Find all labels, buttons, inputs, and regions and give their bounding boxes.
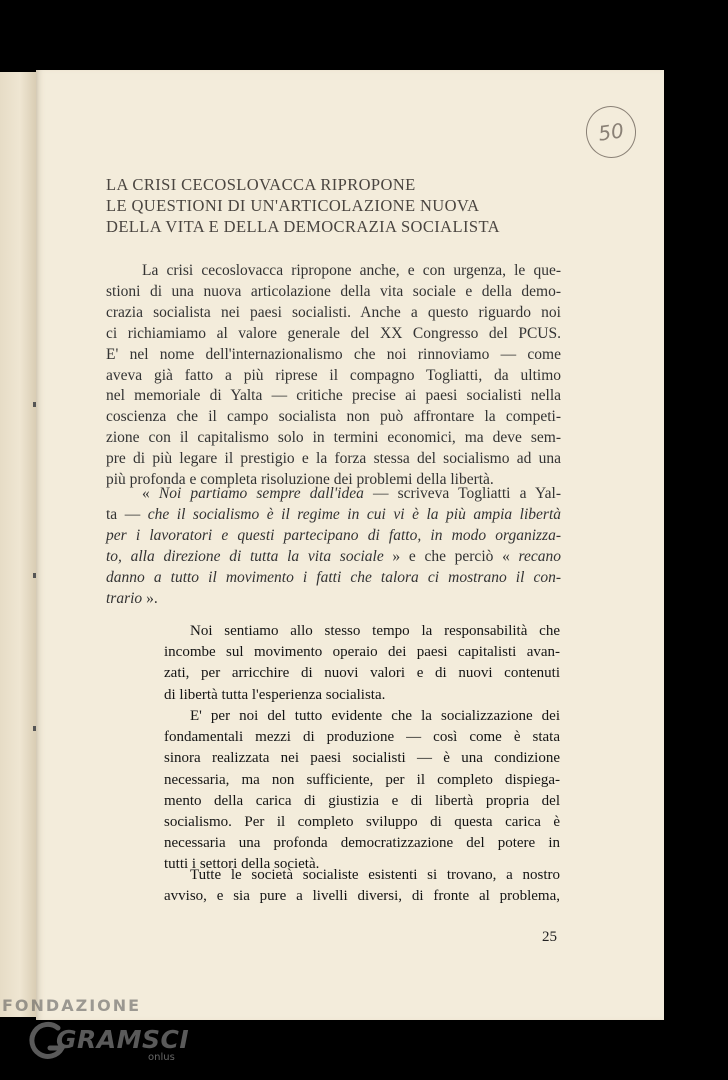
text-line: E' nel nome dell'internazionalismo che noi rinnoviamo — come bbox=[106, 345, 561, 363]
binding-mark bbox=[33, 402, 36, 407]
text-line: to, alla direzione di tutta la vita sociale » e che perciò « recano bbox=[106, 547, 561, 565]
text-line: avviso, e sia pure a livelli diversi, di fronte al problema, bbox=[164, 888, 560, 905]
text-line: La crisi cecoslovacca ripropone anche, e con urgenza, le que- bbox=[142, 262, 561, 279]
paragraph-quote bbox=[106, 484, 561, 609]
text-line: Noi sentiamo allo stesso tempo la responsabilità che bbox=[190, 623, 560, 639]
text-line: ta — che il socialismo è il regime in cui vi è la più ampia libertà bbox=[106, 505, 562, 523]
text-line: mento della carica di giustizia e di libertà propria del bbox=[164, 792, 560, 809]
text-line: di libertà tutta l'esperienza socialista. bbox=[164, 686, 386, 703]
text-line: Tutte le società socialiste esistenti si trovano, a nostro bbox=[190, 867, 560, 883]
text-line: crazia socialista nei paesi socialisti. Anche a questo riguardo noi bbox=[106, 303, 561, 321]
paragraph-intro bbox=[106, 261, 561, 491]
text-line: pre di più legare il prestigio e la forza stessa del socialismo ad una bbox=[106, 450, 561, 468]
text-line: E' per noi del tutto evidente che la socializzazione dei bbox=[190, 708, 560, 724]
text-line: necessaria, ma non sufficiente, per il completo dispiega- bbox=[164, 771, 560, 788]
section-title bbox=[106, 174, 566, 237]
text-line: trario ». bbox=[106, 589, 158, 607]
title-line: LE QUESTIONI DI UN'ARTICOLAZIONE NUOVA bbox=[106, 196, 480, 215]
text-line: incombe sul movimento operaio dei paesi capitalisti avan- bbox=[164, 644, 560, 661]
watermark-logo bbox=[0, 990, 200, 1080]
watermark-main-text: GRAMSCI bbox=[56, 1025, 190, 1054]
text-line: ci richiamiamo al valore generale del XX Congresso del PCUS. bbox=[106, 324, 561, 342]
text-line: fondamentali mezzi di produzione — così come è stata bbox=[164, 729, 560, 746]
text-line: necessaria una profonda democratizzazione del potere in bbox=[164, 835, 560, 852]
text-line: per i lavoratori e questi partecipano di fatto, in modo organizza- bbox=[106, 526, 561, 544]
indented-paragraph bbox=[164, 621, 560, 706]
watermark-top-text: FONDAZIONE bbox=[2, 996, 142, 1015]
text-line: sinora realizzata nei paesi socialisti — è una condizione bbox=[164, 750, 560, 767]
binding-mark bbox=[33, 726, 36, 731]
indented-paragraph bbox=[164, 706, 560, 876]
text-line: stioni di una nuova articolazione della vita sociale e della demo- bbox=[106, 282, 561, 300]
text-line: zione con il capitalismo solo in termini economici, ma deve sem- bbox=[106, 429, 561, 447]
text-line: tutti i settori della società. bbox=[164, 856, 320, 873]
text-line: nel memoriale di Yalta — critiche precise ai paesi socialisti nella bbox=[106, 387, 561, 405]
page-number: 25 bbox=[542, 929, 557, 945]
text-line: danno a tutto il movimento i fatti che talora ci mostrano il con- bbox=[106, 568, 561, 586]
text-line: più profonda e completa risoluzione dei problemi della libertà. bbox=[106, 471, 494, 489]
previous-page-edge bbox=[0, 72, 36, 1017]
text-line: « Noi partiamo sempre dall'idea — scriveva Togliatti a Yal- bbox=[142, 485, 562, 502]
text-line: zati, per arricchire di nuovi valori e di nuovi contenuti bbox=[164, 665, 560, 682]
binding-mark bbox=[33, 573, 36, 578]
text-line: socialismo. Per il completo sviluppo di questa carica è bbox=[164, 814, 560, 831]
handwritten-page-mark: 50 bbox=[583, 103, 640, 161]
watermark-sub-text: onlus bbox=[148, 1052, 175, 1063]
title-line: LA CRISI CECOSLOVACCA RIPROPONE bbox=[106, 175, 416, 194]
indented-paragraph bbox=[164, 865, 560, 907]
text-line: coscienza che il campo socialista non può affrontare la competi- bbox=[106, 408, 561, 426]
title-line: DELLA VITA E DELLA DEMOCRAZIA SOCIALISTA bbox=[106, 217, 500, 236]
text-line: aveva già fatto a più riprese il compagno Togliatti, da ultimo bbox=[106, 366, 561, 384]
